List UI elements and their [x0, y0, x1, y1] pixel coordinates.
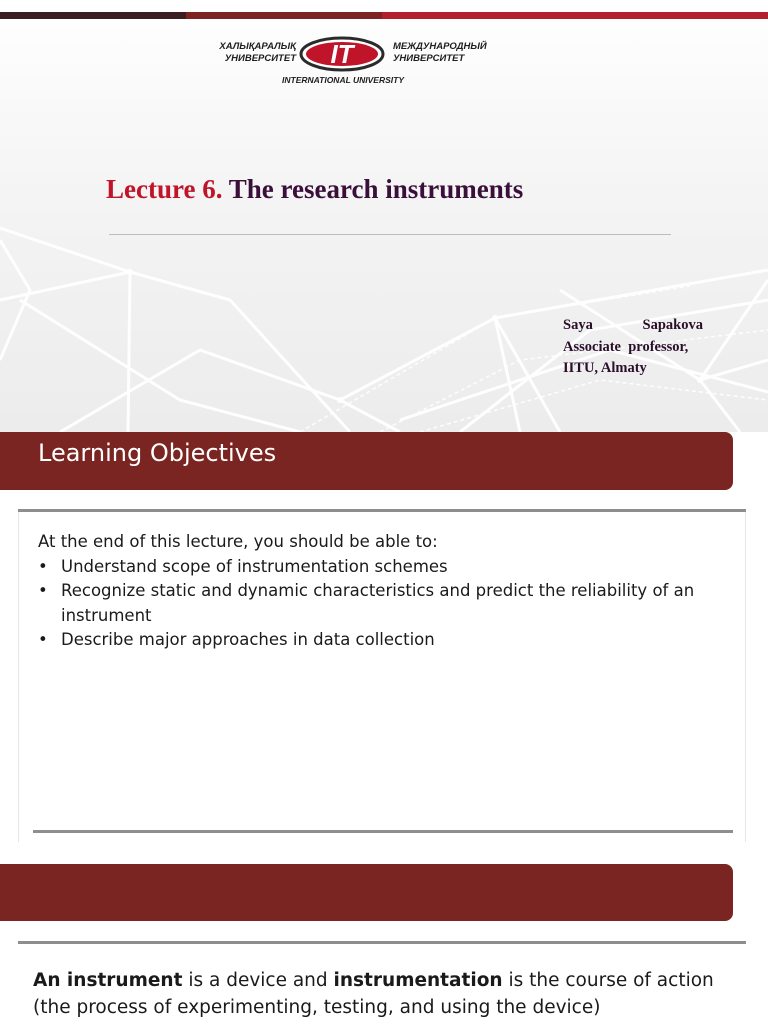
lecture-number: Lecture 6. [106, 174, 223, 204]
svg-text:IT: IT [330, 39, 354, 69]
list-item: • Understand scope of instrumentation schemes [38, 555, 718, 580]
logo-text-russian: МЕЖДУНАРОДНЫЙ УНИВЕРСИТЕТ [393, 41, 487, 64]
lecture-topic: The research instruments [228, 174, 524, 204]
author-name: Saya Sapakova [563, 317, 703, 333]
author-block [563, 315, 703, 380]
divider-slide3 [18, 941, 746, 944]
university-logo-icon [299, 36, 385, 72]
content-border-left [18, 512, 19, 842]
objectives-content [38, 530, 718, 653]
title-divider [109, 234, 671, 235]
logo-text-kazakh: ХАЛЫҚАРАЛЫҚ УНИВЕРСИТЕТ [219, 41, 296, 64]
divider-bottom [33, 830, 733, 833]
divider-top [18, 509, 746, 512]
objectives-heading: Learning Objectives [38, 439, 277, 467]
lecture-title [106, 172, 706, 206]
list-item: • Recognize static and dynamic characteristics and predict the reliability of an instrument [38, 579, 718, 628]
content-border-right [745, 512, 746, 842]
objectives-intro: At the end of this lecture, you should be able to: [38, 532, 438, 551]
author-position: Associate professor, [563, 338, 689, 355]
objectives-list [38, 555, 718, 653]
list-item: • Describe major approaches in data collection [38, 628, 718, 653]
instrument-definition: An instrument is a device and instrumentation is the course of action (the process of experimenting, testing, and using the device) [33, 970, 714, 1018]
logo-text-english: INTERNATIONAL UNIVERSITY [282, 75, 404, 85]
title-slide [0, 0, 768, 432]
author-affiliation: IITU, Almaty [563, 360, 647, 376]
slide3-header-band [0, 864, 733, 921]
